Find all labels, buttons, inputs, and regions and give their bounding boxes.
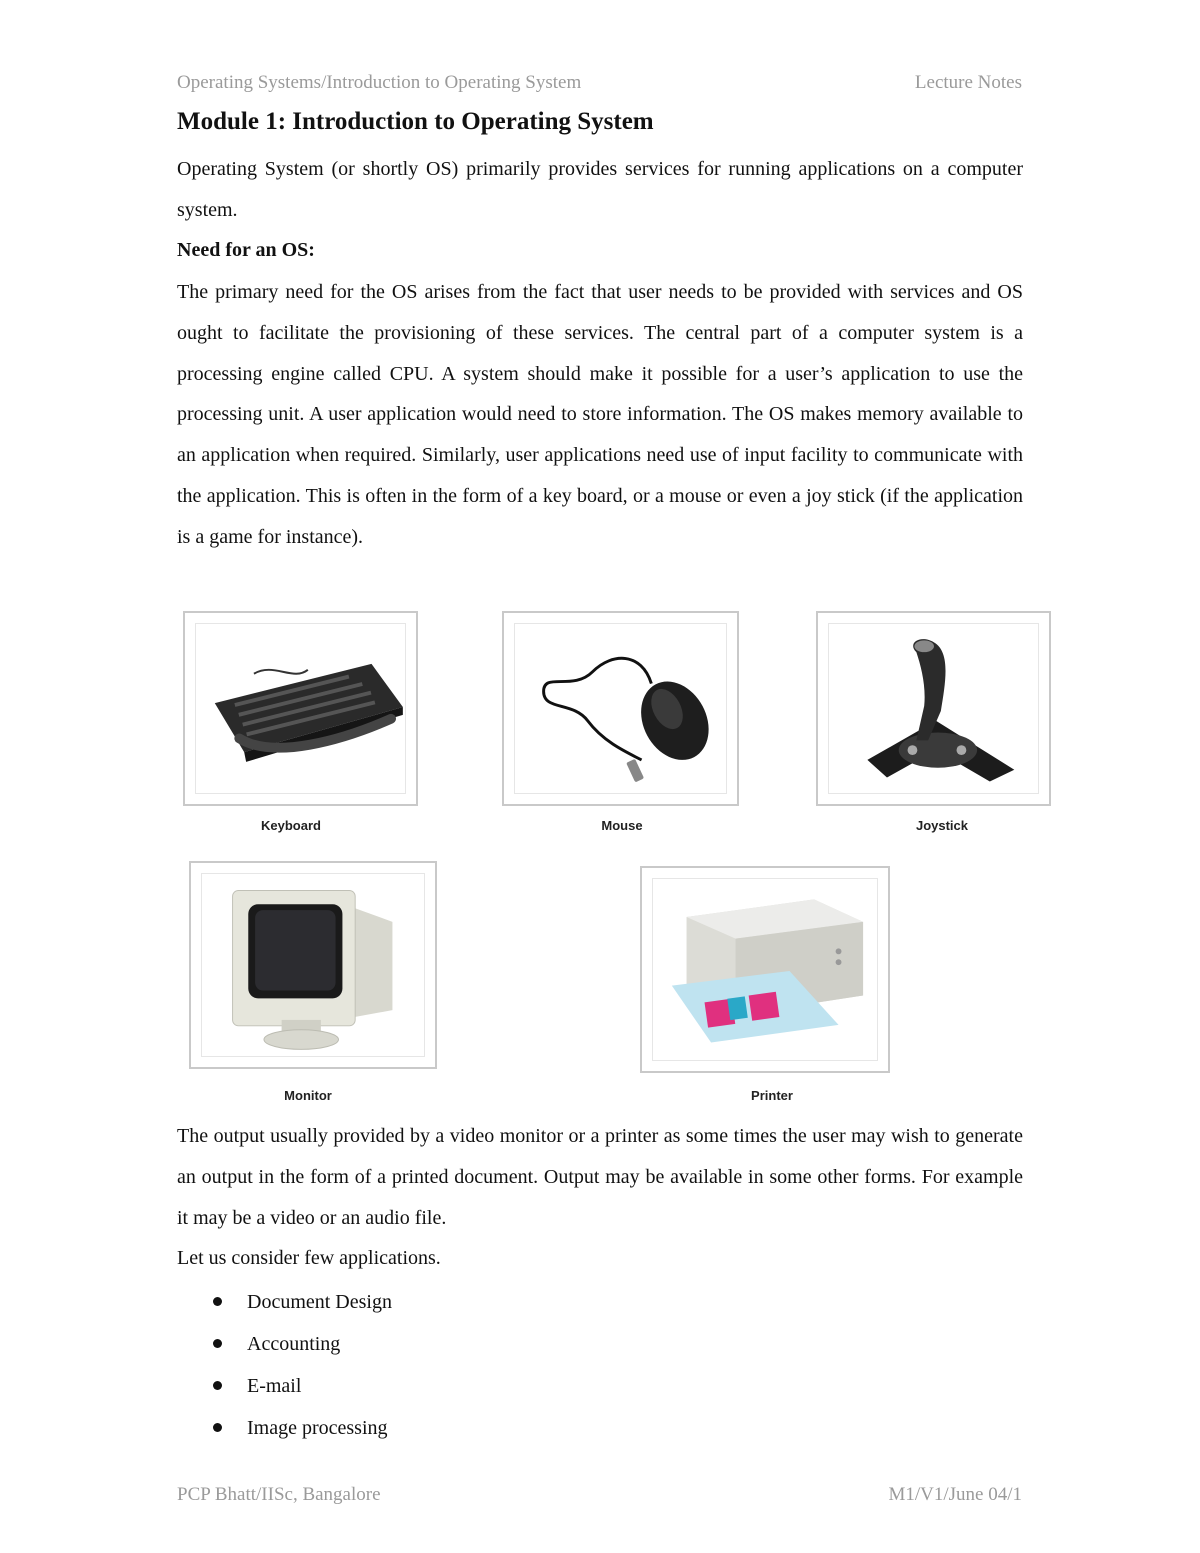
output-paragraph: The output usually provided by a video monitor or a printer as some times the user may wish to generate an output in the form of a printed document. Output may be available in some other forms. For example it may be a video or an audio file. [177,1125,1023,1229]
page-title: Module 1: Introduction to Operating System [177,108,654,135]
footer-page-code: M1/V1/June 04/1 [888,1484,1022,1505]
header-doc-type: Lecture Notes [914,72,1022,93]
monitor-caption: Monitor [284,1088,332,1103]
monitor-figure [189,861,437,1069]
joystick-caption: Joystick [915,818,969,833]
applications-list [177,1281,392,1449]
list-item [177,1407,392,1449]
keyboard-figure [183,611,418,806]
list-item [177,1365,392,1407]
keyboard-caption: Keyboard [261,818,321,833]
list-item-text: Document Design [247,1291,392,1313]
footer-author: PCP Bhatt/IISc, Bangalore [177,1484,381,1505]
mouse-caption: Mouse [601,818,643,833]
joystick-figure [816,611,1051,806]
header-course-title: Operating Systems/Introduction to Operating System [177,72,582,93]
intro-paragraph: Operating System (or shortly OS) primarily provides services for running applications on a computer system. [177,158,1023,221]
bullet-icon [213,1297,222,1306]
printer-figure [640,866,890,1073]
printer-icon [642,868,888,1071]
list-item-text: Accounting [247,1333,341,1355]
need-paragraph: The primary need for the OS arises from the fact that user needs to be provided with services and OS ought to facilitate the provisioning of these services. The central part of a computer system is a processing engine called CPU. A system should make it possible for a user’s application to use the processing unit. A user application would need to store information. The OS makes memory available to an application when required. Similarly, user applications need use of input facility to communicate with the application. This is often in the form of a key board, or a mouse or even a joy stick (if the application is a game for instance). [177,281,1023,548]
running-header [177,72,1022,94]
running-footer [177,1484,1022,1506]
bullet-icon [213,1381,222,1390]
need-heading: Need for an OS: [177,239,315,261]
list-item [177,1281,392,1323]
applications-intro: Let us consider few applications. [177,1247,441,1269]
list-item-text: E-mail [247,1375,302,1397]
joystick-icon [818,613,1049,804]
list-item-text: Image processing [247,1417,388,1439]
mouse-figure [502,611,739,806]
keyboard-icon [185,613,416,804]
printer-caption: Printer [751,1088,793,1103]
monitor-icon [191,863,435,1067]
mouse-icon [504,613,737,804]
list-item [177,1323,392,1365]
bullet-icon [213,1339,222,1348]
bullet-icon [213,1423,222,1432]
